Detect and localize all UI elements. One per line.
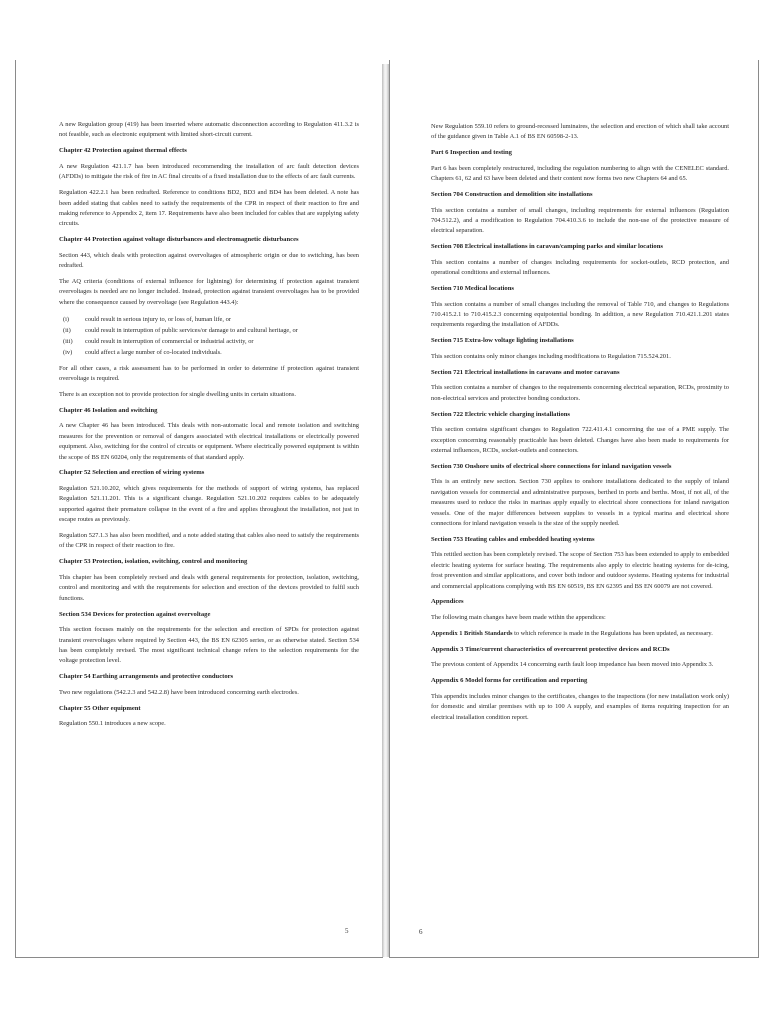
body-paragraph	[431, 258, 729, 279]
body-paragraph	[59, 162, 359, 183]
body-paragraph	[431, 164, 729, 185]
numbered-list	[59, 314, 359, 359]
body-paragraph	[431, 477, 729, 529]
paragraph-text: Part 6 has been completely restructured, including the regulation numbering to align with the CENELEC standard. Chapters 61, 62 and 63 have been deleted and their content now forms two new Chapters 64 and 65.	[431, 164, 729, 183]
paragraph-text: This section contains significant changes to Regulation 722.411.4.1 concerning the use of a PME supply. The exception concerning reasonably practicable has been deleted. Changes have also been made to requirements for external influences, RCDs, socket-outlets and connectors.	[431, 426, 729, 454]
body-paragraph	[59, 390, 359, 400]
paragraph-text: A new Regulation 421.1.7 has been introduced recommending the installation of arc fault detection devices (AFDDs) to mitigate the risk of fire in AC final circuits of a fixed installation due to the effects of arc fault currents.	[59, 162, 359, 181]
section-heading: Section 722 Electric vehicle charging installations	[431, 410, 571, 418]
right-page-text-column	[431, 122, 729, 728]
section-heading: Chapter 53 Protection, isolation, switching, control and monitoring	[59, 558, 248, 566]
section-heading: Section 704 Construction and demolition site installations	[431, 191, 593, 199]
section-heading: Appendix 3 Time/current characteristics of overcurrent protective devices and RCDs	[431, 645, 670, 653]
body-paragraph	[59, 484, 359, 526]
body-paragraph	[59, 188, 359, 230]
body-paragraph	[431, 613, 729, 623]
body-paragraph	[431, 692, 729, 723]
paragraph-text: This chapter has been completely revised and deals with general requirements for protection, isolation, switching, control and monitoring and with the requirements for selection and erection of the devices provided to fulfil such functions.	[59, 573, 359, 602]
list-item-text: could affect a large number of co-located individuals.	[85, 349, 222, 357]
paragraph-text: Regulation 550.1 introduces a new scope.	[59, 720, 166, 728]
list-item-text: could result in serious injury to, or loss of, human life, or	[85, 315, 231, 323]
paragraph-text: to which reference is made in the Regulations has been updated, as necessary.	[512, 629, 713, 637]
paragraph-text: There is an exception not to provide protection for single dwelling units in certain situations.	[59, 390, 296, 398]
section-heading: Section 730 Onshore units of electrical shore connections for inland navigation vessels	[431, 462, 672, 470]
body-paragraph	[59, 421, 359, 463]
body-paragraph	[59, 277, 359, 308]
section-heading: Chapter 46 Isolation and switching	[59, 406, 158, 414]
left-page-text-column	[59, 120, 359, 735]
paragraph-lead: Appendix 1 British Standards	[431, 629, 513, 637]
list-item	[59, 347, 359, 358]
body-paragraph	[431, 660, 729, 670]
section-heading: Section 534 Devices for protection against overvoltage	[59, 610, 211, 618]
right-page-number: 6	[419, 928, 423, 936]
paragraph-text: A new Regulation group (419) has been inserted where automatic disconnection according to Regulation 411.3.2 is not feasible, such as electronic equipment with limited short-circuit current.	[59, 121, 359, 139]
body-paragraph	[431, 352, 729, 362]
paragraph-text: A new Chapter 46 has been introduced. This deals with non-automatic local and remote isolation and switching measures for the prevention or removal of dangers associated with electrical installations or electrically powered equipment. Also, switching for the control of circuits or equipment. Where electrically powered equipment is within the scope of BS EN 60204, only the requirements of that standard apply.	[59, 422, 359, 461]
section-heading: Chapter 42 Protection against thermal effects	[59, 147, 187, 155]
body-paragraph	[431, 300, 729, 331]
section-heading: Section 710 Medical locations	[431, 285, 514, 293]
paragraph-text: Regulation 422.2.1 has been redrafted. Reference to conditions BD2, BD3 and BD4 has been deleted. A note has been added stating that cables need to satisfy the requirements of the CPR in respect of their reaction to fire and making reference to Appendix 2, item 17. Requirements have also been included for cables that are supplying safety circuits.	[59, 189, 359, 228]
section-heading: Appendices	[431, 598, 464, 606]
paragraph-text: Regulation 521.10.202, which gives requirements for the methods of support of wiring systems, has replaced Regulation 521.11.201. This is a significant change. Regulation 521.10.202 requires cables to be adequately supported against their premature collapse in the event of a fire and applies throughout the installation, not just in escape routes as previously.	[59, 484, 359, 524]
list-item-number: (i)	[63, 315, 70, 323]
section-heading: Section 721 Electrical installations in caravans and motor caravans	[431, 368, 620, 376]
paragraph-text: This section contains a number of changes including requirements for socket-outlets, RCD protection, and operational conditions and external influences.	[431, 258, 729, 277]
body-paragraph	[431, 383, 729, 404]
list-item-text: could result in interruption of public services/or damage to and cultural heritage, or	[85, 326, 298, 334]
paragraph-text: This section contains only minor changes including modifications to Regulation 715.524.201.	[431, 352, 671, 360]
paragraph-text: The AQ criteria (conditions of external influence for lightning) for determining if protection against transient overvoltages is needed are no longer included. Instead, protection against transient overvoltages has to be provided where the consequence caused by overvoltage (see Regulation 443.4):	[59, 278, 359, 306]
section-heading: Section 753 Heating cables and embedded heating systems	[431, 535, 595, 543]
paragraph-text: This section contains a number of small changes, including requirements for external influences (Regulation 704.512.2), and a modification to Regulation 704.410.3.6 to include the non-use of the protective measure of electrical separation.	[431, 206, 729, 235]
list-item	[59, 314, 359, 325]
section-heading: Chapter 55 Other equipment	[59, 704, 141, 712]
body-paragraph	[59, 251, 359, 272]
paragraph-text: This section contains a number of small changes including the removal of Table 710, and changes to Regulations 710.415.2.1 to 710.415.2.3 concerning equipotential bonding. In addition, a new Regulation 710.421.1.201 states requirements regarding the installation of AFDDs.	[431, 300, 729, 329]
body-paragraph	[59, 531, 359, 552]
section-heading: Chapter 44 Protection against voltage disturbances and electromagnetic disturbances	[59, 236, 299, 244]
list-item-number: (iii)	[63, 338, 73, 346]
list-item	[59, 325, 359, 336]
book-gutter	[382, 64, 389, 957]
section-heading: Section 708 Electrical installations in caravan/camping parks and similar locations	[431, 243, 663, 251]
body-paragraph	[431, 629, 729, 639]
paragraph-text: This section contains a number of changes to the requirements concerning electrical separation, RCDs, proximity to non-electrical services and protective bonding conductors.	[431, 384, 729, 402]
paragraph-text: Regulation 527.1.3 has also been modified, and a note added stating that cables also need to satisfy the requirements of the CPR in respect of their reaction to fire.	[59, 532, 359, 550]
body-paragraph	[59, 625, 359, 667]
paragraph-text: This is an entirely new section. Section 730 applies to onshore installations dedicated to the supply of inland navigation vessels for commercial and administrative purposes, berthed in ports and berths. Most, if not all, of the measures used to reduce the risks in marinas apply equally to electrical shore connections for inland navigation vessels. One of the major differences between supplies to vessels in a typical marina and electrical shore connections for inland navigation vessels is the size of the supply needed.	[431, 478, 729, 527]
paragraph-text: This section focuses mainly on the requirements for the selection and erection of SPDs for protection against transient overvoltages where required by Section 443, the BS EN 62305 series, or as otherwise stated. Section 534 has been completely revised. The most significant technical change refers to the selection requirements for the voltage protection level.	[59, 626, 359, 665]
body-paragraph	[59, 364, 359, 385]
section-heading: Appendix 6 Model forms for certification and reporting	[431, 677, 588, 685]
list-item-number: (ii)	[63, 326, 71, 334]
list-item-text: could result in interruption of commercial or industrial activity, or	[85, 338, 254, 346]
paragraph-text: This appendix includes minor changes to the certificates, changes to the inspections (for new installation work only) for domestic and similar premises with up to 100 A supply, and examples of items requiring inspection for an electrical installation condition report.	[431, 692, 729, 721]
paragraph-text: New Regulation 559.10 refers to ground-recessed luminaires, the selection and erection of which shall take account of the guidance given in Table A.1 of BS EN 60598-2-13.	[431, 123, 729, 141]
paragraph-text: For all other cases, a risk assessment has to be performed in order to determine if protection against transient overvoltage is required.	[59, 364, 359, 382]
body-paragraph	[431, 122, 729, 143]
body-paragraph	[59, 573, 359, 604]
section-heading: Part 6 Inspection and testing	[431, 149, 512, 157]
section-heading: Section 715 Extra-low voltage lighting installations	[431, 337, 574, 345]
body-paragraph	[431, 550, 729, 592]
right-page	[389, 60, 759, 958]
body-paragraph	[59, 120, 359, 141]
list-item-number: (iv)	[63, 349, 73, 357]
body-paragraph	[59, 688, 359, 698]
paragraph-text: Two new regulations (542.2.3 and 542.2.8) have been introduced concerning earth electrodes.	[59, 688, 299, 696]
left-page-number: 5	[345, 927, 349, 935]
section-heading: Chapter 52 Selection and erection of wiring systems	[59, 469, 205, 477]
body-paragraph	[59, 719, 359, 729]
paragraph-text: This retitled section has been completely revised. The scope of Section 753 has been extended to apply to embedded electric heating systems for surface heating. The requirements also apply to electric heating systems for de-icing, frost prevention and similar applications, and cover both indoor and outdoor systems. Heating systems for industrial and commercial applications complying with BS EN 60519, BS EN 62395 and BS EN 60079 are not covered.	[431, 551, 729, 590]
list-item	[59, 336, 359, 347]
body-paragraph	[431, 206, 729, 237]
left-page	[15, 60, 383, 958]
paragraph-text: The previous content of Appendix 14 concerning earth fault loop impedance has been moved into Appendix 3.	[431, 661, 714, 669]
body-paragraph	[431, 425, 729, 456]
section-heading: Chapter 54 Earthing arrangements and protective conductors	[59, 673, 234, 681]
paragraph-text: Section 443, which deals with protection against overvoltages of atmospheric origin or due to switching, has been redrafted.	[59, 251, 359, 270]
paragraph-text: The following main changes have been made within the appendices:	[431, 613, 606, 621]
